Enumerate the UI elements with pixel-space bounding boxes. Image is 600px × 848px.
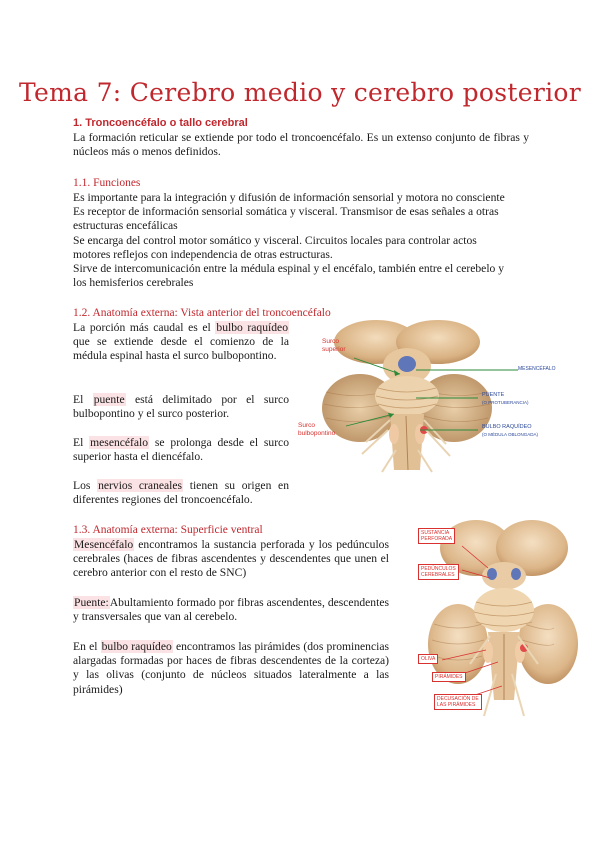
section-heading-troncoencefalo: 1. Troncoencéfalo o tallo cerebral [73,117,248,129]
text-segment: El [73,393,93,406]
brainstem-ventral-figure [412,524,554,720]
label-pedunculos: PEDÚNCULOS CEREBRALES [418,564,459,580]
text-segment: encontramos la sustancia perforada y los pedúnculos cerebrales (haces de fibras ascendentes y descendentes que unen el cerebro anterior con el resto de SNC) [73,538,389,580]
label-decusacion: DECUSACIÓN DE LAS PIRÁMIDES [434,694,482,710]
funciones-line: Es receptor de información sensorial somática y visceral. Transmisor de esas señales a otras [73,205,499,219]
paragraph-bulbo-ventral [73,640,389,697]
highlight-bulbo: bulbo raquídeo [216,321,288,334]
label-surco-bulbopontino: Surco bulbopontino [298,422,336,437]
label-oliva: OLIVA [418,654,438,664]
paragraph-formacion-reticular: La formación reticular se extiende por todo el troncoencéfalo. Es un extenso conjunto de fibras y núcleos más o menos definidos. [73,131,529,159]
text-segment: está delimitado por el surco bulbopontino y el surco posterior. [73,393,289,421]
label-piramides: PIRÁMIDES [432,672,466,682]
paragraph-puente [73,393,289,421]
label-bulbo-sub: (O MÉDULA OBLONGADA) [482,432,539,437]
page-title: Tema 7: Cerebro medio y cerebro posterior [18,78,582,107]
text-segment: La porción más caudal es el [73,321,216,334]
highlight-puente: puente [93,393,125,406]
paragraph-nervios [73,479,289,507]
section-heading-superficie-ventral: 1.3. Anatomía externa: Superficie ventral [73,524,263,536]
highlight-nervios: nervios craneales [98,479,183,492]
text-segment: tienen su origen en diferentes regiones del troncoencéfalo. [73,479,290,507]
text-segment: encontramos las pirámides (dos prominencias alargadas formadas por haces de fibras descendentes de la corteza) y las olivas (conjunto de núcleos situados lateralmente a las pirámides) [73,640,389,696]
text-segment: que se extiende desde el comienzo de la médula espinal hasta el surco bulbopontino. [73,335,289,363]
paragraph-mesencefalo [73,436,289,464]
brainstem-anterior-figure [296,330,556,476]
funciones-list [73,191,529,290]
highlight-mesencefalo-ventral: Mesencéfalo [74,538,134,551]
funciones-line: Es importante para la integración y difusión de información sensorial y motora no consciente [73,191,505,204]
label-surco-superior: Surco superior [322,338,346,353]
funciones-line: estructuras encefálicas [73,219,178,233]
paragraph-bulbo [73,321,289,364]
brainstem-ventral-illustration [412,524,554,720]
funciones-line: Sirve de intercomunicación entre la médula espinal y el encéfalo, también entre el cerebelo y [73,262,505,276]
label-sustancia-perforada: SUSTANCIA PERFORADA [418,528,455,544]
text-segment: se prolonga desde el surco superior hasta el diencéfalo. [73,436,289,464]
funciones-line: Se encarga del control motor somático y visceral. Circuitos locales para controlar actos [73,233,477,247]
section-heading-vista-anterior: 1.2. Anatomía externa: Vista anterior del troncoencéfalo [73,307,331,319]
highlight-bulbo-ventral: bulbo raquídeo [101,640,172,653]
label-bulbo: BULBO RAQUÍDEO [482,424,532,430]
highlight-mesencefalo: mesencéfalo [90,436,149,449]
text-segment: Abultamiento formado por fibras ascendentes, descendentes y transversales que van al cerebelo. [73,596,389,624]
text-segment: Los [73,479,98,492]
label-puente: PUENTE [482,392,505,398]
text-segment: El [73,436,90,449]
section-heading-funciones: 1.1. Funciones [73,177,141,189]
paragraph-puente-ventral [73,596,389,624]
label-mesencefalo: MESENCÉFALO [518,366,556,372]
funciones-line: los hemisferios cerebrales [73,276,194,290]
text-segment: En el [73,640,101,653]
funciones-line: motores reflejos con independencia de otras estructuras. [73,247,333,261]
label-puente-sub: (O PROTUBERANCIA) [482,400,529,405]
paragraph-mesencefalo-ventral [73,538,389,581]
highlight-puente-ventral: Puente: [74,596,109,609]
